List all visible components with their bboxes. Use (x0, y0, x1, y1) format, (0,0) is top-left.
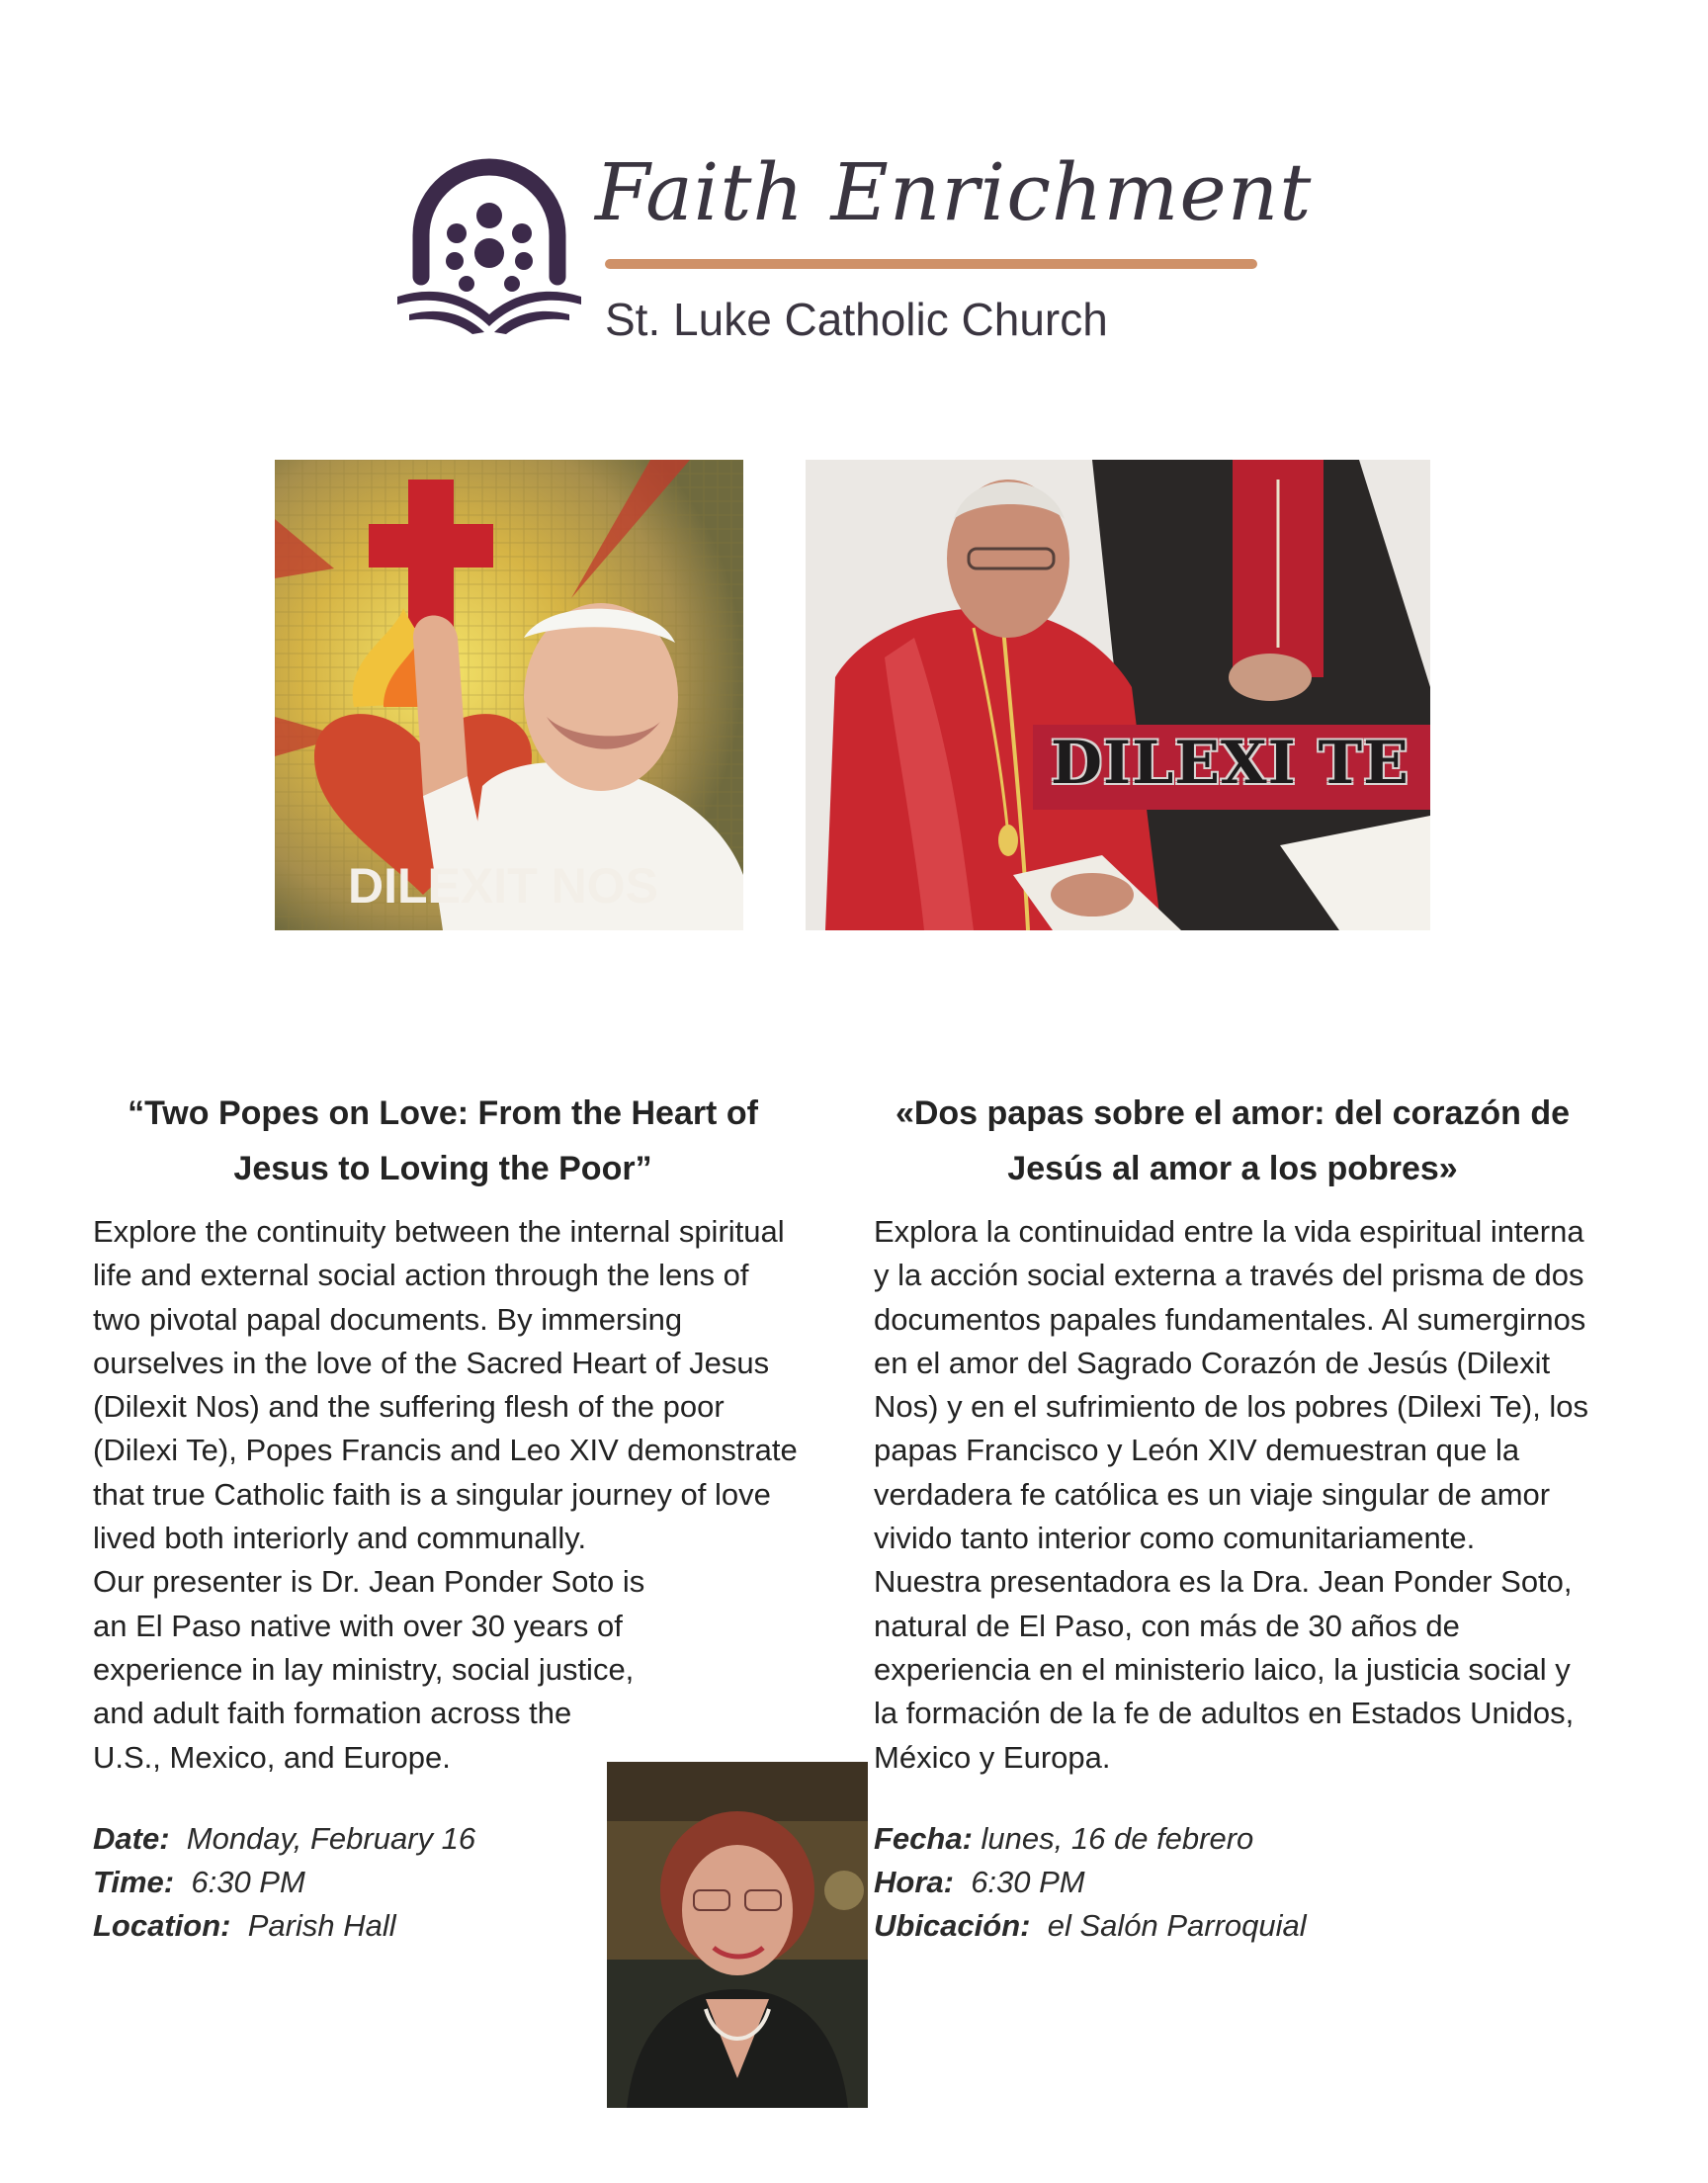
fecha-value: lunes, 16 de febrero (981, 1820, 1254, 1856)
dilexit-nos-caption: DILEXIT NOS (348, 858, 658, 914)
hora-label: Hora: (874, 1865, 954, 1900)
date-value: Monday, February 16 (186, 1820, 476, 1856)
spanish-time-row (874, 1861, 1591, 1904)
fecha-label: Fecha: (874, 1820, 973, 1856)
presenter-photo (607, 1762, 868, 2108)
pope-leo-signing-illustration (806, 460, 1430, 930)
ubicacion-label: Ubicación: (874, 1908, 1031, 1944)
logo-divider (605, 259, 1257, 269)
spanish-location-row (874, 1904, 1591, 1948)
time-value: 6:30 PM (191, 1865, 305, 1900)
spanish-presenter-bio: Nuestra presentadora es la Dra. Jean Ponder Soto, natural de El Paso, con más de 30 años de experiencia en el ministerio laico, la justicia social y la formación de la fe de adultos en Estados Unidos, México y Europa. (874, 1564, 1575, 1775)
english-description: Explore the continuity between the internal spiritual life and external social action through the lens of two pivotal papal documents. By immersing ourselves in the love of the Sacred Heart of Jesus (Dilexit Nos) and the suffering flesh of the poor (Dilexi Te), Popes Francis and Leo XIV demonstrate that true Catholic faith is a singular journey of love lived both interiorly and communally. (93, 1214, 798, 1556)
logo-title: Faith Enrichment (595, 146, 1313, 238)
time-label: Time: (93, 1865, 175, 1900)
dilexi-te-image (806, 460, 1430, 930)
date-label: Date: (93, 1820, 170, 1856)
location-label: Location: (93, 1908, 231, 1944)
dilexit-nos-image (275, 460, 743, 930)
spanish-event-title: «Dos papas sobre el amor: del corazón de Jesús al amor a los pobres» (895, 1094, 1571, 1187)
ubicacion-value: el Salón Parroquial (1047, 1908, 1307, 1944)
spanish-date-row (874, 1817, 1591, 1861)
spanish-event-details (874, 1817, 1591, 1949)
presenter-portrait-illustration (607, 1762, 868, 2108)
church-logo-icon (395, 158, 583, 346)
spanish-description: Explora la continuidad entre la vida espiritual interna y la acción social externa a través del prisma de dos documentos papales fundamentales. Al sumergirnos en el amor del Sagrado Corazón de Jesús (Dilexit Nos) y en el sufrimiento de los pobres (Dilexi Te), los papas Francisco y León XIV demuestran que la verdadera fe católica es un viaje singular de amor vivido tanto interior como comunitariamente. (874, 1214, 1589, 1556)
location-value: Parish Hall (247, 1908, 396, 1944)
english-presenter-bio: Our presenter is Dr. Jean Ponder Soto is an El Paso native with over 30 years of experience in lay ministry, social justice, and adult faith formation across the U.S., Mexico, and Europe. (93, 1564, 645, 1775)
hora-value: 6:30 PM (971, 1865, 1085, 1900)
church-name: St. Luke Catholic Church (605, 294, 1108, 345)
spanish-column (874, 1086, 1591, 1949)
english-event-title: “Two Popes on Love: From the Heart of Jesus to Loving the Poor” (128, 1094, 758, 1187)
dilexi-te-caption: DILEXI TE (1051, 729, 1409, 798)
